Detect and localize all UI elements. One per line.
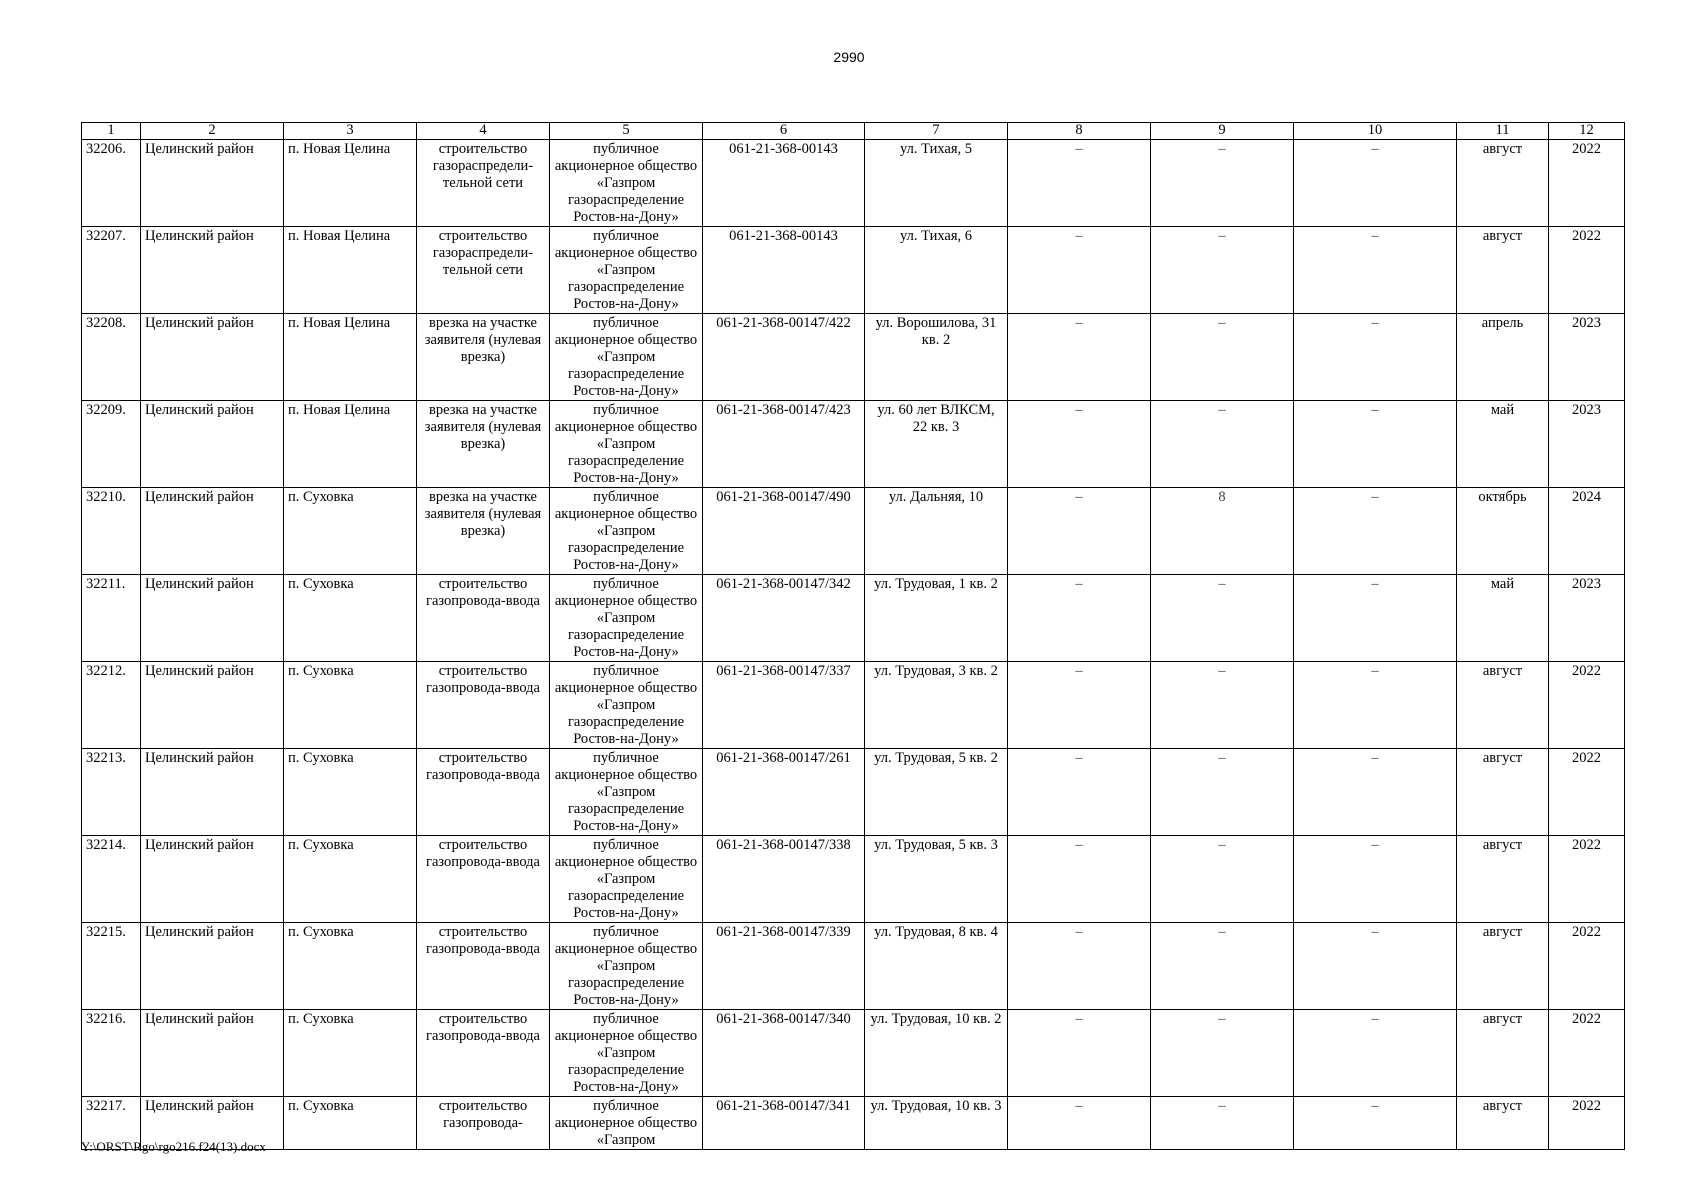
month-cell: август: [1457, 1010, 1549, 1097]
locality-cell: п. Суховка: [284, 488, 417, 575]
column-header-1: 1: [82, 123, 141, 140]
locality-cell: п. Новая Целина: [284, 140, 417, 227]
register-table: [81, 122, 1625, 1150]
district-cell: Целинский район: [141, 836, 284, 923]
month-cell: август: [1457, 836, 1549, 923]
registry-code-cell: 061-21-368-00143: [703, 227, 865, 314]
organization-cell: публичное акционерное общество «Газпром газораспределение Ростов-на-Дону»: [550, 314, 703, 401]
locality-cell: п. Суховка: [284, 1010, 417, 1097]
column-10-cell: –: [1294, 140, 1457, 227]
organization-cell: публичное акционерное общество «Газпром газораспределение Ростов-на-Дону»: [550, 662, 703, 749]
year-cell: 2024: [1549, 488, 1625, 575]
table-row: [82, 488, 1625, 575]
district-cell: Целинский район: [141, 227, 284, 314]
address-cell: ул. 60 лет ВЛКСМ, 22 кв. 3: [865, 401, 1008, 488]
record-number: 32210.: [82, 488, 141, 575]
record-number: 32214.: [82, 836, 141, 923]
registry-code-cell: 061-21-368-00143: [703, 140, 865, 227]
work-type-cell: врезка на участке заявителя (нулевая врезка): [417, 314, 550, 401]
column-9-cell: –: [1151, 401, 1294, 488]
locality-cell: п. Суховка: [284, 923, 417, 1010]
column-10-cell: –: [1294, 1010, 1457, 1097]
table-row: [82, 662, 1625, 749]
district-cell: Целинский район: [141, 1097, 284, 1150]
organization-cell: публичное акционерное общество «Газпром газораспределение Ростов-на-Дону»: [550, 923, 703, 1010]
column-10-cell: –: [1294, 401, 1457, 488]
organization-cell: публичное акционерное общество «Газпром газораспределение Ростов-на-Дону»: [550, 575, 703, 662]
registry-code-cell: 061-21-368-00147/422: [703, 314, 865, 401]
record-number: 32206.: [82, 140, 141, 227]
address-cell: ул. Ворошилова, 31 кв. 2: [865, 314, 1008, 401]
table-body: [82, 140, 1625, 1150]
work-type-cell: строительство газораспредели-тельной сети: [417, 140, 550, 227]
month-cell: май: [1457, 575, 1549, 662]
district-cell: Целинский район: [141, 401, 284, 488]
column-8-cell: –: [1008, 575, 1151, 662]
column-8-cell: –: [1008, 401, 1151, 488]
district-cell: Целинский район: [141, 1010, 284, 1097]
address-cell: ул. Трудовая, 3 кв. 2: [865, 662, 1008, 749]
address-cell: ул. Трудовая, 5 кв. 2: [865, 749, 1008, 836]
month-cell: август: [1457, 923, 1549, 1010]
column-8-cell: –: [1008, 749, 1151, 836]
organization-cell: публичное акционерное общество «Газпром газораспределение Ростов-на-Дону»: [550, 749, 703, 836]
organization-cell: публичное акционерное общество «Газпром газораспределение Ростов-на-Дону»: [550, 227, 703, 314]
year-cell: 2023: [1549, 314, 1625, 401]
column-8-cell: –: [1008, 836, 1151, 923]
month-cell: август: [1457, 749, 1549, 836]
record-number: 32213.: [82, 749, 141, 836]
column-9-cell: –: [1151, 314, 1294, 401]
column-10-cell: –: [1294, 488, 1457, 575]
table-row: [82, 1010, 1625, 1097]
year-cell: 2022: [1549, 749, 1625, 836]
locality-cell: п. Новая Целина: [284, 227, 417, 314]
year-cell: 2023: [1549, 401, 1625, 488]
column-header-5: 5: [550, 123, 703, 140]
address-cell: ул. Трудовая, 5 кв. 3: [865, 836, 1008, 923]
column-9-cell: –: [1151, 227, 1294, 314]
month-cell: апрель: [1457, 314, 1549, 401]
work-type-cell: строительство газораспредели-тельной сети: [417, 227, 550, 314]
page-number: 2990: [833, 49, 865, 65]
month-cell: октябрь: [1457, 488, 1549, 575]
column-10-cell: –: [1294, 662, 1457, 749]
column-9-cell: –: [1151, 662, 1294, 749]
organization-cell: публичное акционерное общество «Газпром газораспределение Ростов-на-Дону»: [550, 836, 703, 923]
column-header-10: 10: [1294, 123, 1457, 140]
district-cell: Целинский район: [141, 488, 284, 575]
column-header-4: 4: [417, 123, 550, 140]
work-type-cell: строительство газопровода-ввода: [417, 749, 550, 836]
column-10-cell: –: [1294, 836, 1457, 923]
work-type-cell: строительство газопровода-ввода: [417, 923, 550, 1010]
record-number: 32207.: [82, 227, 141, 314]
work-type-cell: врезка на участке заявителя (нулевая врезка): [417, 488, 550, 575]
registry-code-cell: 061-21-368-00147/423: [703, 401, 865, 488]
record-number: 32211.: [82, 575, 141, 662]
district-cell: Целинский район: [141, 314, 284, 401]
record-number: 32216.: [82, 1010, 141, 1097]
address-cell: ул. Тихая, 6: [865, 227, 1008, 314]
locality-cell: п. Суховка: [284, 662, 417, 749]
column-9-cell: –: [1151, 140, 1294, 227]
work-type-cell: строительство газопровода-: [417, 1097, 550, 1150]
address-cell: ул. Трудовая, 10 кв. 2: [865, 1010, 1008, 1097]
locality-cell: п. Новая Целина: [284, 314, 417, 401]
year-cell: 2022: [1549, 836, 1625, 923]
column-9-cell: –: [1151, 1010, 1294, 1097]
column-9-cell: –: [1151, 575, 1294, 662]
table-row: [82, 923, 1625, 1010]
table-row: [82, 749, 1625, 836]
column-8-cell: –: [1008, 923, 1151, 1010]
column-8-cell: –: [1008, 1097, 1151, 1150]
file-path-footer: Y:\ORST\Rgo\rgo216.f24(13).docx: [81, 1139, 266, 1154]
column-9-cell: –: [1151, 836, 1294, 923]
table-row: [82, 314, 1625, 401]
month-cell: август: [1457, 227, 1549, 314]
column-8-cell: –: [1008, 314, 1151, 401]
table-row: [82, 1097, 1625, 1150]
organization-cell: публичное акционерное общество «Газпром: [550, 1097, 703, 1150]
column-header-8: 8: [1008, 123, 1151, 140]
month-cell: август: [1457, 1097, 1549, 1150]
table-row: [82, 575, 1625, 662]
header-row: [82, 123, 1625, 140]
organization-cell: публичное акционерное общество «Газпром газораспределение Ростов-на-Дону»: [550, 401, 703, 488]
column-8-cell: –: [1008, 140, 1151, 227]
work-type-cell: строительство газопровода-ввода: [417, 1010, 550, 1097]
organization-cell: публичное акционерное общество «Газпром газораспределение Ростов-на-Дону»: [550, 488, 703, 575]
address-cell: ул. Трудовая, 8 кв. 4: [865, 923, 1008, 1010]
district-cell: Целинский район: [141, 923, 284, 1010]
column-header-6: 6: [703, 123, 865, 140]
column-header-3: 3: [284, 123, 417, 140]
registry-code-cell: 061-21-368-00147/490: [703, 488, 865, 575]
record-number: 32212.: [82, 662, 141, 749]
record-number: 32217.: [82, 1097, 141, 1150]
table-row: [82, 836, 1625, 923]
column-9-cell: –: [1151, 749, 1294, 836]
registry-code-cell: 061-21-368-00147/261: [703, 749, 865, 836]
year-cell: 2022: [1549, 227, 1625, 314]
column-9-cell: –: [1151, 1097, 1294, 1150]
column-header-9: 9: [1151, 123, 1294, 140]
table-row: [82, 227, 1625, 314]
organization-cell: публичное акционерное общество «Газпром газораспределение Ростов-на-Дону»: [550, 1010, 703, 1097]
column-10-cell: –: [1294, 227, 1457, 314]
column-8-cell: –: [1008, 1010, 1151, 1097]
registry-code-cell: 061-21-368-00147/342: [703, 575, 865, 662]
year-cell: 2022: [1549, 662, 1625, 749]
address-cell: ул. Дальняя, 10: [865, 488, 1008, 575]
registry-code-cell: 061-21-368-00147/337: [703, 662, 865, 749]
column-header-12: 12: [1549, 123, 1625, 140]
organization-cell: публичное акционерное общество «Газпром газораспределение Ростов-на-Дону»: [550, 140, 703, 227]
locality-cell: п. Суховка: [284, 749, 417, 836]
column-8-cell: –: [1008, 488, 1151, 575]
locality-cell: п. Суховка: [284, 1097, 417, 1150]
column-10-cell: –: [1294, 923, 1457, 1010]
work-type-cell: строительство газопровода-ввода: [417, 575, 550, 662]
column-8-cell: –: [1008, 662, 1151, 749]
district-cell: Целинский район: [141, 140, 284, 227]
registry-code-cell: 061-21-368-00147/339: [703, 923, 865, 1010]
year-cell: 2022: [1549, 1010, 1625, 1097]
year-cell: 2022: [1549, 923, 1625, 1010]
address-cell: ул. Тихая, 5: [865, 140, 1008, 227]
work-type-cell: врезка на участке заявителя (нулевая врезка): [417, 401, 550, 488]
column-header-11: 11: [1457, 123, 1549, 140]
locality-cell: п. Суховка: [284, 836, 417, 923]
column-10-cell: –: [1294, 314, 1457, 401]
locality-cell: п. Новая Целина: [284, 401, 417, 488]
work-type-cell: строительство газопровода-ввода: [417, 662, 550, 749]
district-cell: Целинский район: [141, 662, 284, 749]
column-10-cell: –: [1294, 575, 1457, 662]
month-cell: август: [1457, 140, 1549, 227]
address-cell: ул. Трудовая, 10 кв. 3: [865, 1097, 1008, 1150]
column-8-cell: –: [1008, 227, 1151, 314]
table-row: [82, 401, 1625, 488]
registry-code-cell: 061-21-368-00147/338: [703, 836, 865, 923]
work-type-cell: строительство газопровода-ввода: [417, 836, 550, 923]
month-cell: август: [1457, 662, 1549, 749]
year-cell: 2023: [1549, 575, 1625, 662]
month-cell: май: [1457, 401, 1549, 488]
column-10-cell: –: [1294, 749, 1457, 836]
year-cell: 2022: [1549, 1097, 1625, 1150]
district-cell: Целинский район: [141, 575, 284, 662]
record-number: 32215.: [82, 923, 141, 1010]
record-number: 32208.: [82, 314, 141, 401]
column-header-2: 2: [141, 123, 284, 140]
locality-cell: п. Суховка: [284, 575, 417, 662]
year-cell: 2022: [1549, 140, 1625, 227]
district-cell: Целинский район: [141, 749, 284, 836]
column-header-7: 7: [865, 123, 1008, 140]
column-9-cell: 8: [1151, 488, 1294, 575]
column-9-cell: –: [1151, 923, 1294, 1010]
column-10-cell: –: [1294, 1097, 1457, 1150]
registry-code-cell: 061-21-368-00147/341: [703, 1097, 865, 1150]
address-cell: ул. Трудовая, 1 кв. 2: [865, 575, 1008, 662]
record-number: 32209.: [82, 401, 141, 488]
registry-code-cell: 061-21-368-00147/340: [703, 1010, 865, 1097]
table-row: [82, 140, 1625, 227]
